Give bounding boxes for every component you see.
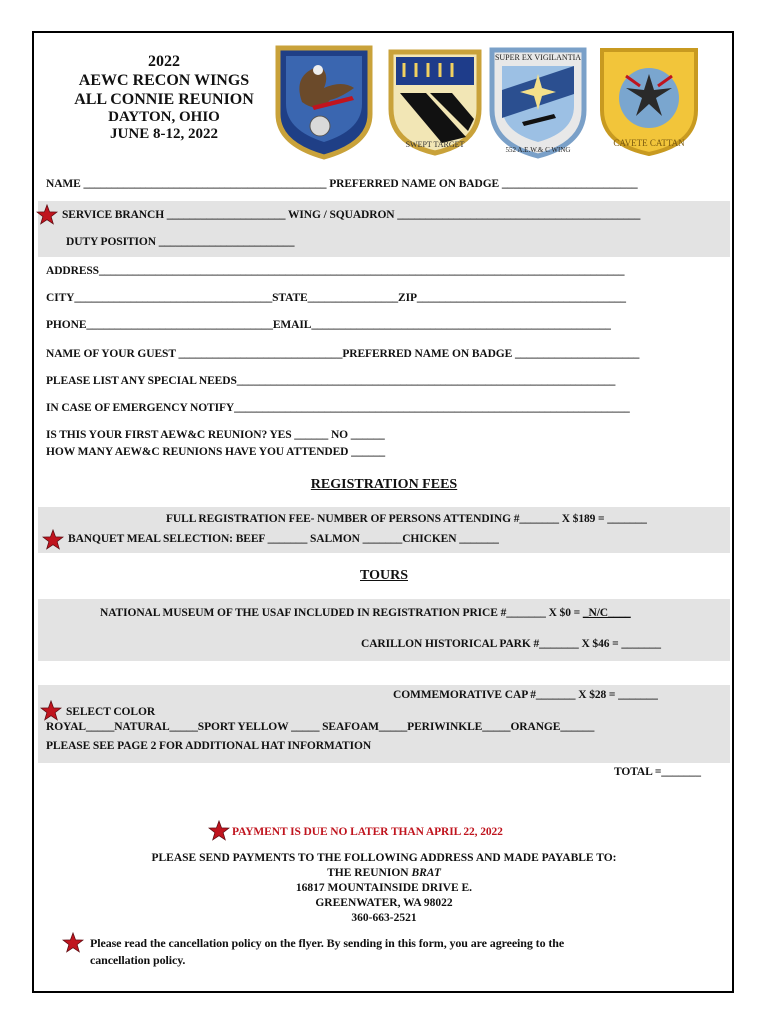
payee-prefix: THE REUNION xyxy=(327,867,412,879)
banquet-selection-field[interactable]: BANQUET MEAL SELECTION: BEEF _______ SALMON _______CHICKEN _______ xyxy=(68,533,499,545)
guest-name-field[interactable]: NAME OF YOUR GUEST _____________________________PREFERRED NAME ON BADGE ______________________ xyxy=(46,348,640,360)
full-registration-fee-field[interactable]: FULL REGISTRATION FEE- NUMBER OF PERSONS ATTENDING #_______ X $189 = _______ xyxy=(166,513,647,525)
registration-heading: REGISTRATION FEES xyxy=(310,477,458,492)
cancellation-policy-line2: cancellation policy. xyxy=(90,953,186,967)
event-title-line2: ALL CONNIE REUNION xyxy=(74,91,254,108)
address-field[interactable]: ADDRESS_____________________________________________________________________________________________ xyxy=(46,265,625,277)
museum-tour-field[interactable] xyxy=(100,607,631,619)
carillon-tour-field[interactable]: CARILLON HISTORICAL PARK #_______ X $46 = _______ xyxy=(361,638,661,650)
stripes-shield-patch-icon xyxy=(386,47,484,157)
wing-552-patch-icon xyxy=(486,44,590,160)
commemorative-cap-field[interactable]: COMMEMORATIVE CAP #_______ X $28 = _______ xyxy=(393,689,658,701)
patch3-ring: 552 A.E.W.& C WING xyxy=(505,146,571,154)
patch3-motto: SUPER EX VIGILANTIA xyxy=(494,53,582,62)
event-dates: JUNE 8-12, 2022 xyxy=(110,126,218,142)
payee-city: GREENWATER, WA 98022 xyxy=(315,897,453,909)
emergency-contact-field[interactable]: IN CASE OF EMERGENCY NOTIFY______________________________________________________________________ xyxy=(46,402,630,414)
special-needs-field[interactable]: PLEASE LIST ANY SPECIAL NEEDS___________________________________________________________________ xyxy=(46,375,616,387)
required-star-icon xyxy=(62,932,84,953)
patch2-motto: SWEPT TARGET xyxy=(405,140,465,149)
phone-email-field[interactable]: PHONE_________________________________EMAIL_____________________________________________________ xyxy=(46,319,611,331)
payee-name xyxy=(38,867,730,879)
name-field[interactable]: NAME ___________________________________________ PREFERRED NAME ON BADGE ________________________ xyxy=(46,178,638,190)
required-star-icon xyxy=(208,820,230,841)
duty-position-field[interactable]: DUTY POSITION ________________________ xyxy=(66,236,295,248)
payee-phone: 360-663-2521 xyxy=(351,912,417,924)
required-star-icon xyxy=(40,700,62,721)
cancellation-policy-line1: Please read the cancellation policy on the flyer. By sending in this form, you are agreeing to the xyxy=(90,936,565,950)
payment-instructions: PLEASE SEND PAYMENTS TO THE FOLLOWING ADDRESS AND MADE PAYABLE TO: xyxy=(151,852,617,864)
event-title-line1: AEWC RECON WINGS xyxy=(78,72,250,89)
event-year: 2022 xyxy=(148,53,180,70)
payee-street: 16817 MOUNTAINSIDE DRIVE E. xyxy=(295,882,473,894)
cavete-cattan-patch-icon xyxy=(596,46,702,158)
total-field[interactable]: TOTAL =_______ xyxy=(614,766,701,778)
select-color-label: SELECT COLOR xyxy=(66,706,156,718)
hat-info-note: PLEASE SEE PAGE 2 FOR ADDITIONAL HAT INFORMATION xyxy=(46,740,372,752)
required-star-icon xyxy=(42,529,64,550)
payee-italic: BRAT xyxy=(411,867,441,879)
service-branch-field[interactable]: SERVICE BRANCH _____________________ WING / SQUADRON ___________________________________________ xyxy=(62,209,641,221)
cap-color-options-field[interactable]: ROYAL_____NATURAL_____SPORT YELLOW _____ SEAFOAM_____PERIWINKLE_____ORANGE______ xyxy=(46,721,595,733)
event-location: DAYTON, OHIO xyxy=(108,109,220,125)
event-header xyxy=(44,52,284,143)
museum-tour-value: _N/C____ xyxy=(582,607,631,619)
tours-heading: TOURS xyxy=(360,568,408,583)
eagle-shield-patch-icon xyxy=(272,44,376,160)
reunions-attended-field[interactable]: HOW MANY AEW&C REUNIONS HAVE YOU ATTENDED ______ xyxy=(46,446,386,458)
patch4-motto: CAVETE CATTAN xyxy=(613,138,685,148)
first-reunion-field[interactable]: IS THIS YOUR FIRST AEW&C REUNION? YES ______ NO ______ xyxy=(46,429,385,441)
payment-due-notice: PAYMENT IS DUE NO LATER THAN APRIL 22, 2022 xyxy=(232,826,503,838)
city-state-zip-field[interactable]: CITY___________________________________STATE________________ZIP_____________________________________ xyxy=(46,292,626,304)
museum-tour-label: NATIONAL MUSEUM OF THE USAF INCLUDED IN REGISTRATION PRICE #_______ X $0 = xyxy=(100,607,583,619)
required-star-icon xyxy=(36,204,58,225)
